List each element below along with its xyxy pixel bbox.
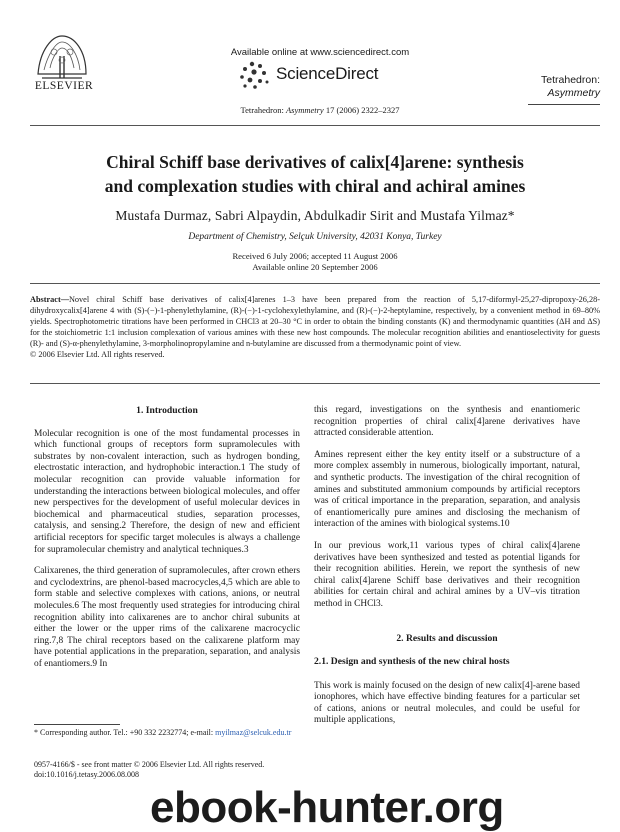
publisher-name: ELSEVIER (34, 80, 94, 92)
sciencedirect-dots-icon (236, 60, 272, 90)
article-title (40, 150, 590, 198)
journal-name-line2: Asymmetry (547, 87, 600, 99)
abstract-text: Novel chiral Schiff base derivatives of calix[4]arenes 1–3 have been prepared from the reaction of 5,17-diformyl-25,27-dipropoxy-26,28-dihydroxycalix[4]arene 4 with (S)-(−)-1-phenylethylamine, (R)-(−)-1-cyclohexylethylamine, and (R)-(−)-2-heptylamine, respectively, by a convenient method in 69–80% yields. Spectrophotometric titrations have been performed in CHCl3 at 20–30 °C in order to obtain the binding constants (K) and thermodynamic quantities (ΔH and ΔS) for the stoichiometric 1:1 inclusion complexation of various amines with these new host compounds. The molecular recognition abilities and enantioselectivity for guests (R)- and (S)-α-phenylethylamine, 3-morpholinopropylamine and n-butylamine are discussed from a thermodynamic point of view. (30, 295, 600, 348)
watermark-text: ebook-hunter.org (150, 783, 504, 832)
issn-doi (34, 760, 334, 780)
footnote-rule (34, 724, 120, 725)
section-heading-results: 2. Results and discussion (396, 632, 498, 644)
title-line-1: Chiral Schiff base derivatives of calix[4]arene: synthesis (106, 152, 524, 172)
right-column (314, 405, 580, 737)
abstract (30, 294, 600, 360)
intro-paragraph-3: this regard, investigations on the synthesis and enantiomeric recognition properties of chiral calix[4]arene derivatives have attracted considerable attention. (314, 405, 580, 439)
title-line-2: and complexation studies with chiral and achiral amines (104, 176, 526, 196)
results-paragraph-1: This work is mainly focused on the design of new calix[4]-arene based ionophores, which have effective binding features for a particular set of cations, anions or neutral molecules, and could be useful for multiple applications, (314, 680, 580, 726)
journal-name-rule (528, 104, 600, 105)
received-date: Received 6 July 2006; accepted 11 August 2006 (232, 251, 398, 261)
journal-name (500, 74, 600, 100)
left-column (34, 405, 300, 680)
intro-paragraph-1: Molecular recognition is one of the most fundamental processes in which functional groups of receptors form supramolecules with substrates by non-covalent interaction, such as hydrogen bonding, electrostatic interaction, and hydrophobic interaction.1 The study of molecular recognition can provide valuable information for understanding the interactions between biological molecules, and offer new perspectives for the development of useful molecular devices in biochemical and pharmaceutical studies, separation processes, catalysis, and sensing.2 Therefore, the design of new and efficient artificial receptors for specific target molecules is always a challenge for supramolecular chemistry and analytical techniques.3 (34, 428, 300, 555)
subsection-heading-design: 2.1. Design and synthesis of the new chiral hosts (314, 656, 510, 668)
corresponding-author-footnote: * Corresponding author. Tel.: +90 332 2232774; e-mail: myilmaz@selcuk.edu.tr (34, 728, 292, 737)
abstract-bottom-rule (30, 383, 600, 384)
abstract-label: Abstract— (30, 295, 69, 304)
journal-citation: Tetrahedron: Asymmetry 17 (2006) 2322–2327 (240, 105, 400, 115)
intro-paragraph-2: Calixarenes, the third generation of supramolecules, after crown ethers and cyclodextrins, are phenol-based macrocycles,4,5 which are able to form stable and selective complexes with cations, anions, or neutral molecules.6 The most frequently used strategies for introducing chiral recognition ability into calixarenes are to anchor chiral subunits at either the lower or the upper rims of the calixarene macrocyclic ring.7,8 The chiral receptors based on the calixarene platform may have potential applications in the preparation, separation, and analysis of enantiomers.9 In (34, 566, 300, 669)
author-affiliation: Department of Chemistry, Selçuk University, 42031 Konya, Turkey (188, 232, 442, 242)
header-divider (30, 125, 600, 126)
doi-line[interactable]: doi:10.1016/j.tetasy.2006.08.008 (34, 770, 140, 779)
available-online-text[interactable]: Available online at www.sciencedirect.com (230, 47, 410, 58)
section-heading-introduction: 1. Introduction (136, 405, 198, 416)
intro-paragraph-4: Amines represent either the key entity itself or a substructure of a more complex assembly in numerous, biologically important, natural, and synthetic products. The investigation of the chiral recognition of amines and substituted ammonium compounds by artificial receptors was of critical importance in the preparation, separation, and analysis of enantiomerically pure amines and disclosing the mechanism of interaction of the amines with biological systems.10 (314, 449, 580, 530)
intro-paragraph-5: In our previous work,11 various types of chiral calix[4]arene derivatives have been synthesized and tested as potential ligands for their recognition abilities. Herein, we report the synthesis of new chiral calix[4]arene Schiff base derivatives and their recognition abilities for certain chiral and achiral amines by a UV–vis titration method in CHCl3. (314, 540, 580, 609)
abstract-top-rule (30, 283, 600, 284)
article-authors: Mustafa Durmaz, Sabri Alpaydin, Abdulkadir Sirit and Mustafa Yilmaz* (115, 208, 515, 223)
available-date: Available online 20 September 2006 (252, 261, 378, 272)
journal-name-line1: Tetrahedron: (541, 74, 600, 86)
sciencedirect-logo-text: ScienceDirect (276, 64, 379, 83)
abstract-copyright: © 2006 Elsevier Ltd. All rights reserved. (30, 350, 165, 359)
author-email-link[interactable]: myilmaz@selcuk.edu.tr (215, 728, 292, 737)
article-dates (40, 251, 590, 272)
tree-icon (30, 30, 94, 82)
issn-line: 0957-4166/$ - see front matter © 2006 Elsevier Ltd. All rights reserved. (34, 760, 265, 769)
